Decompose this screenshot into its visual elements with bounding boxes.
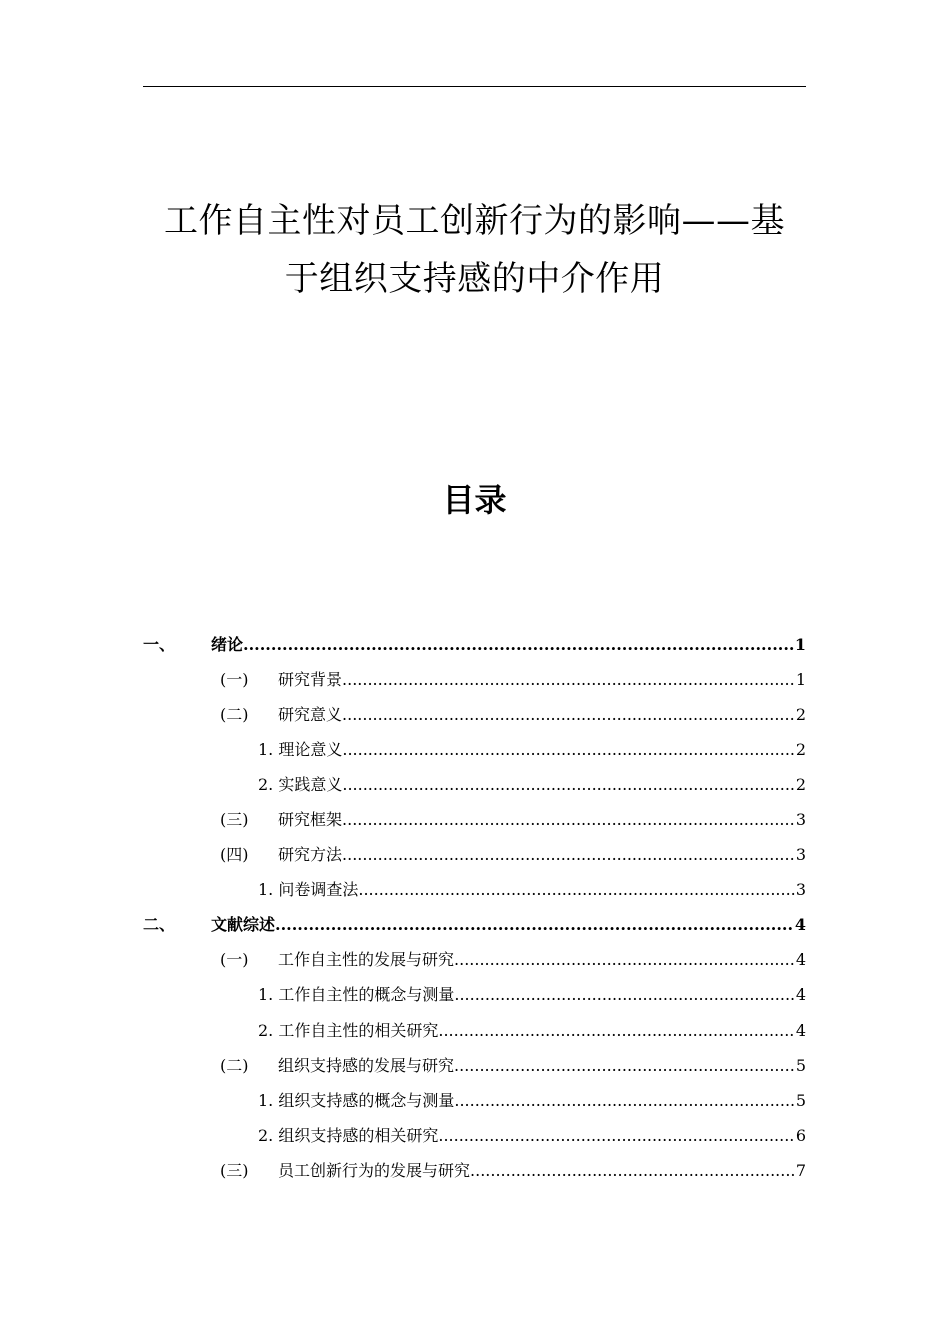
header-rule: [143, 86, 806, 87]
toc-entry[interactable]: [143, 943, 806, 978]
toc-dot-leader: [275, 915, 794, 935]
toc-entry-number: (一): [220, 669, 249, 689]
toc-dot-leader: [454, 950, 795, 970]
toc-entry-text: 2. 实践意义: [258, 774, 343, 794]
toc-dot-leader: [342, 775, 794, 795]
toc-entry-text: 研究方法: [278, 845, 343, 865]
toc-dot-leader: [454, 1091, 794, 1111]
toc-entry[interactable]: [143, 802, 806, 837]
toc-dot-leader: [470, 1161, 795, 1181]
toc-entry-body: [211, 915, 806, 935]
toc-entry-body: [258, 985, 806, 1005]
toc-page-number: 4: [795, 1020, 806, 1040]
toc-entry-body: [258, 740, 806, 760]
toc-entry-number: 一、: [143, 634, 176, 654]
toc-entry[interactable]: [143, 1083, 806, 1118]
toc-entry-text: 研究意义: [278, 704, 343, 724]
toc-entry[interactable]: [143, 978, 806, 1013]
toc-page-number: 1: [795, 669, 806, 689]
toc-entry[interactable]: [143, 697, 806, 732]
toc-entry[interactable]: [143, 662, 806, 697]
toc-page-number: 3: [795, 810, 806, 830]
toc-entry-number: (二): [220, 1055, 249, 1075]
toc-page-number: 7: [795, 1160, 806, 1180]
toc-entry[interactable]: [143, 838, 806, 873]
toc-entry-text: 1. 组织支持感的概念与测量: [258, 1090, 455, 1110]
toc-heading: 目录: [442, 481, 507, 519]
toc-entry-text: 组织支持感的发展与研究: [278, 1055, 455, 1075]
toc-entry-text: 绪论: [211, 634, 244, 654]
toc-dot-leader: [358, 880, 794, 900]
toc-entry-text: 文献综述: [211, 915, 276, 935]
toc-entry[interactable]: [143, 627, 806, 662]
toc-page-number: 4: [794, 915, 806, 935]
toc-entry-body: [278, 1056, 806, 1076]
toc-entry[interactable]: [143, 732, 806, 767]
toc-entry-body: [278, 845, 806, 865]
toc-dot-leader: [454, 985, 794, 1005]
toc-entry-body: [278, 705, 806, 725]
toc-entry[interactable]: [143, 908, 806, 943]
toc-entry-text: 研究背景: [278, 669, 343, 689]
toc-dot-leader: [342, 670, 795, 690]
toc-entry-body: [278, 1161, 806, 1181]
toc-dot-leader: [454, 1056, 795, 1076]
toc-entry-body: [258, 1021, 806, 1041]
toc-entry-body: [258, 880, 806, 900]
table-of-contents: [143, 627, 806, 1189]
document-title-line-2: 于组织支持感的中介作用: [284, 259, 665, 299]
toc-page-number: 4: [795, 985, 806, 1005]
document-title: [143, 192, 806, 308]
toc-entry-text: 员工创新行为的发展与研究: [278, 1160, 471, 1180]
toc-entry-number: (一): [220, 950, 249, 970]
toc-entry-body: [258, 775, 806, 795]
toc-page-number: 5: [795, 1055, 806, 1075]
document-title-line-1: 工作自主性对员工创新行为的影响——基: [164, 201, 785, 241]
toc-page-number: 2: [795, 704, 806, 724]
toc-entry-number: (三): [220, 810, 249, 830]
toc-page-number: 1: [794, 634, 806, 654]
toc-entry-body: [278, 810, 806, 830]
toc-page-number: 2: [795, 774, 806, 794]
toc-entry-text: 1. 理论意义: [258, 739, 343, 759]
toc-dot-leader: [243, 635, 794, 655]
toc-entry-number: 二、: [143, 915, 176, 935]
toc-entry[interactable]: [143, 767, 806, 802]
toc-page-number: 3: [795, 845, 806, 865]
toc-page-number: 5: [795, 1090, 806, 1110]
toc-dot-leader: [342, 740, 794, 760]
toc-dot-leader: [342, 845, 795, 865]
toc-entry[interactable]: [143, 873, 806, 908]
toc-page-number: 3: [795, 880, 806, 900]
toc-dot-leader: [438, 1126, 794, 1146]
toc-entry-number: (二): [220, 704, 249, 724]
toc-page-number: 6: [795, 1125, 806, 1145]
toc-entry-body: [278, 670, 806, 690]
toc-entry-text: 1. 问卷调查法: [258, 880, 359, 900]
toc-entry-body: [258, 1091, 806, 1111]
toc-entry-body: [211, 635, 806, 655]
toc-entry-body: [258, 1126, 806, 1146]
toc-entry-text: 2. 工作自主性的相关研究: [258, 1020, 439, 1040]
toc-entry[interactable]: [143, 1013, 806, 1048]
toc-entry-text: 工作自主性的发展与研究: [278, 950, 455, 970]
toc-dot-leader: [438, 1021, 794, 1041]
toc-entry-number: (三): [220, 1160, 249, 1180]
toc-entry-text: 1. 工作自主性的概念与测量: [258, 985, 455, 1005]
toc-entry-number: (四): [220, 845, 249, 865]
toc-page-number: 4: [795, 950, 806, 970]
toc-entry[interactable]: [143, 1153, 806, 1188]
toc-entry[interactable]: [143, 1048, 806, 1083]
toc-entry-text: 2. 组织支持感的相关研究: [258, 1125, 439, 1145]
toc-entry-body: [278, 950, 806, 970]
toc-entry-text: 研究框架: [278, 810, 343, 830]
toc-dot-leader: [342, 810, 795, 830]
toc-dot-leader: [342, 705, 795, 725]
toc-page-number: 2: [795, 739, 806, 759]
toc-entry[interactable]: [143, 1118, 806, 1153]
